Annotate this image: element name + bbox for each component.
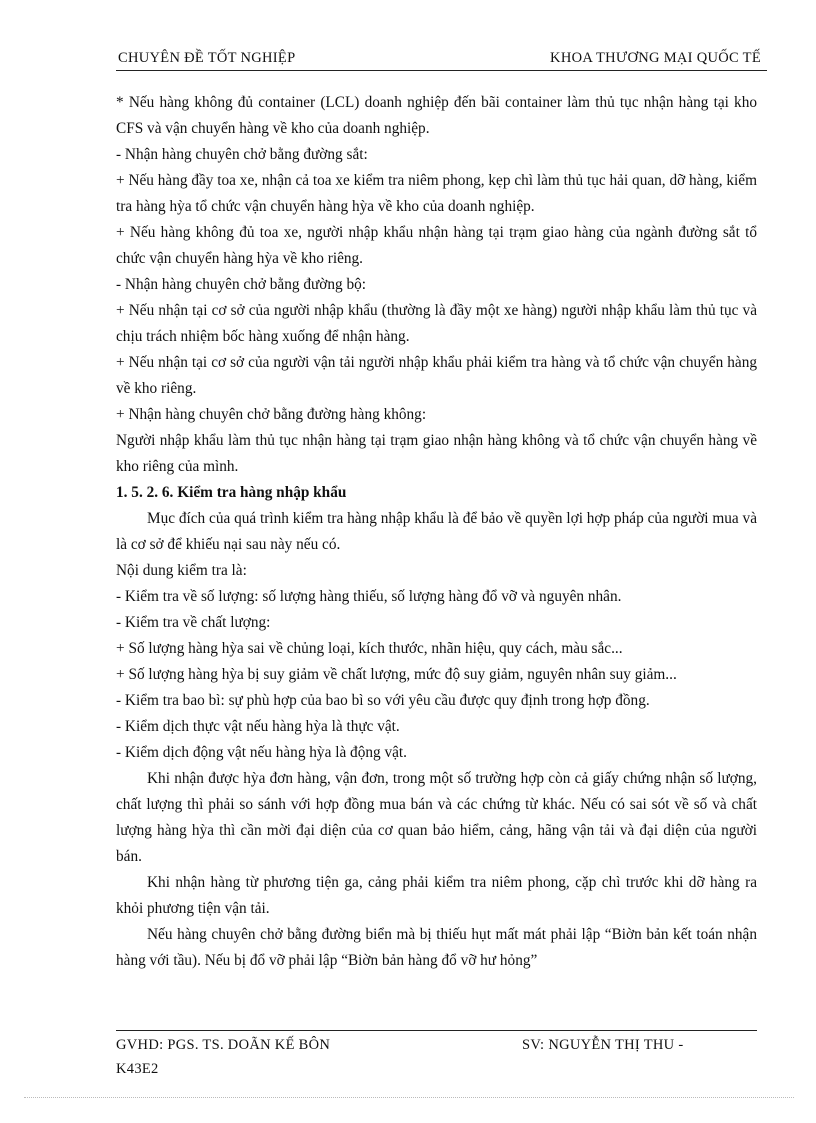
page-bottom-divider — [24, 1097, 794, 1098]
paragraph: + Nếu nhận tại cơ sở của người vận tải người nhập khẩu phải kiểm tra hàng và tổ chức vận chuyển hàng về kho riêng. — [116, 354, 757, 397]
paragraph: - Kiểm tra về số lượng: số lượng hàng thiếu, số lượng hàng đổ vỡ và nguyên nhân. — [116, 588, 622, 605]
paragraph: + Số lượng hàng hỳa bị suy giảm về chất lượng, mức độ suy giảm, nguyên nhân suy giảm... — [116, 666, 677, 683]
paragraph: Nếu hàng chuyên chở bằng đường biển mà bị thiếu hụt mất mát phải lập “Biờn bản kết toán nhận hàng với tầu). Nếu bị đổ vỡ phải lập “Biờn bản hàng đổ vỡ hư hỏng” — [116, 926, 757, 969]
paragraph: - Nhận hàng chuyên chở bằng đường sắt: — [116, 146, 368, 163]
paragraph: Mục đích của quá trình kiểm tra hàng nhập khẩu là để bảo về quyền lợi hợp pháp của người mua và là cơ sở để khiếu nại sau này nếu có. — [116, 510, 757, 553]
paragraph: + Nhận hàng chuyên chở bằng đường hàng không: — [116, 406, 427, 423]
paragraph: Người nhập khẩu làm thủ tục nhận hàng tại trạm giao nhận hàng không và tổ chức vận chuyển hàng về kho riêng của mình. — [116, 432, 757, 475]
paragraph: - Nhận hàng chuyên chở bằng đường bộ: — [116, 276, 367, 293]
page-header — [116, 48, 767, 71]
paragraph: Khi nhận hàng từ phương tiện ga, cảng phải kiểm tra niêm phong, cặp chì trước khi dỡ hàng ra khỏi phương tiện vận tải. — [116, 874, 757, 917]
header-left: CHUYÊN ĐỀ TỐT NGHIỆP — [118, 50, 296, 66]
paragraph: - Kiểm dịch thực vật nếu hàng hỳa là thực vật. — [116, 718, 400, 735]
page-footer — [116, 1030, 757, 1077]
paragraph: - Kiểm dịch động vật nếu hàng hỳa là động vật. — [116, 744, 407, 761]
footer-class: K43E2 — [116, 1061, 159, 1077]
paragraph: - Kiểm tra bao bì: sự phù hợp của bao bì so với yêu cầu được quy định trong hợp đồng. — [116, 692, 650, 709]
paragraph: + Nếu hàng đầy toa xe, nhận cả toa xe kiểm tra niêm phong, kẹp chì làm thủ tục hải quan, dỡ hàng, kiểm tra hàng hỳa tổ chức vận chuyển hàng hỳa về kho của doanh nghiệp. — [116, 172, 757, 215]
paragraph: - Kiểm tra về chất lượng: — [116, 614, 271, 631]
document-body — [116, 90, 757, 974]
paragraph: Khi nhận được hỳa đơn hàng, vận đơn, trong một số trường hợp còn cả giấy chứng nhận số lượng, chất lượng thì phải so sánh với hợp đồng mua bán và các chứng từ khác. Nếu có sai sót về số và chất lượng hàng hỳa thì cần mời đại diện của cơ quan bảo hiểm, cảng, hãng vận tải và đại diện của người bán. — [116, 770, 757, 865]
paragraph: + Số lượng hàng hỳa sai về chủng loại, kích thước, nhãn hiệu, quy cách, màu sắc... — [116, 640, 623, 657]
paragraph: Nội dung kiểm tra là: — [116, 562, 247, 579]
header-right: KHOA THƯƠNG MẠI QUỐC TẾ — [550, 50, 761, 66]
footer-advisor: GVHD: PGS. TS. DOÃN KẾ BÔN — [116, 1037, 331, 1053]
section-heading: 1. 5. 2. 6. Kiểm tra hàng nhập khẩu — [116, 484, 347, 501]
paragraph: + Nếu hàng không đủ toa xe, người nhập khẩu nhận hàng tại trạm giao hàng của ngành đường sắt tổ chức vận chuyển hàng hỳa về kho riêng. — [116, 224, 757, 267]
paragraph: + Nếu nhận tại cơ sở của người nhập khẩu (thường là đầy một xe hàng) người nhập khẩu làm thủ tục và chịu trách nhiệm bốc hàng xuống để nhận hàng. — [116, 302, 757, 345]
paragraph: * Nếu hàng không đủ container (LCL) doanh nghiệp đến bãi container làm thủ tục nhận hàng tại kho CFS và vận chuyển hàng về kho của doanh nghiệp. — [116, 94, 757, 137]
footer-student: SV: NGUYỄN THỊ THU - — [522, 1037, 684, 1053]
